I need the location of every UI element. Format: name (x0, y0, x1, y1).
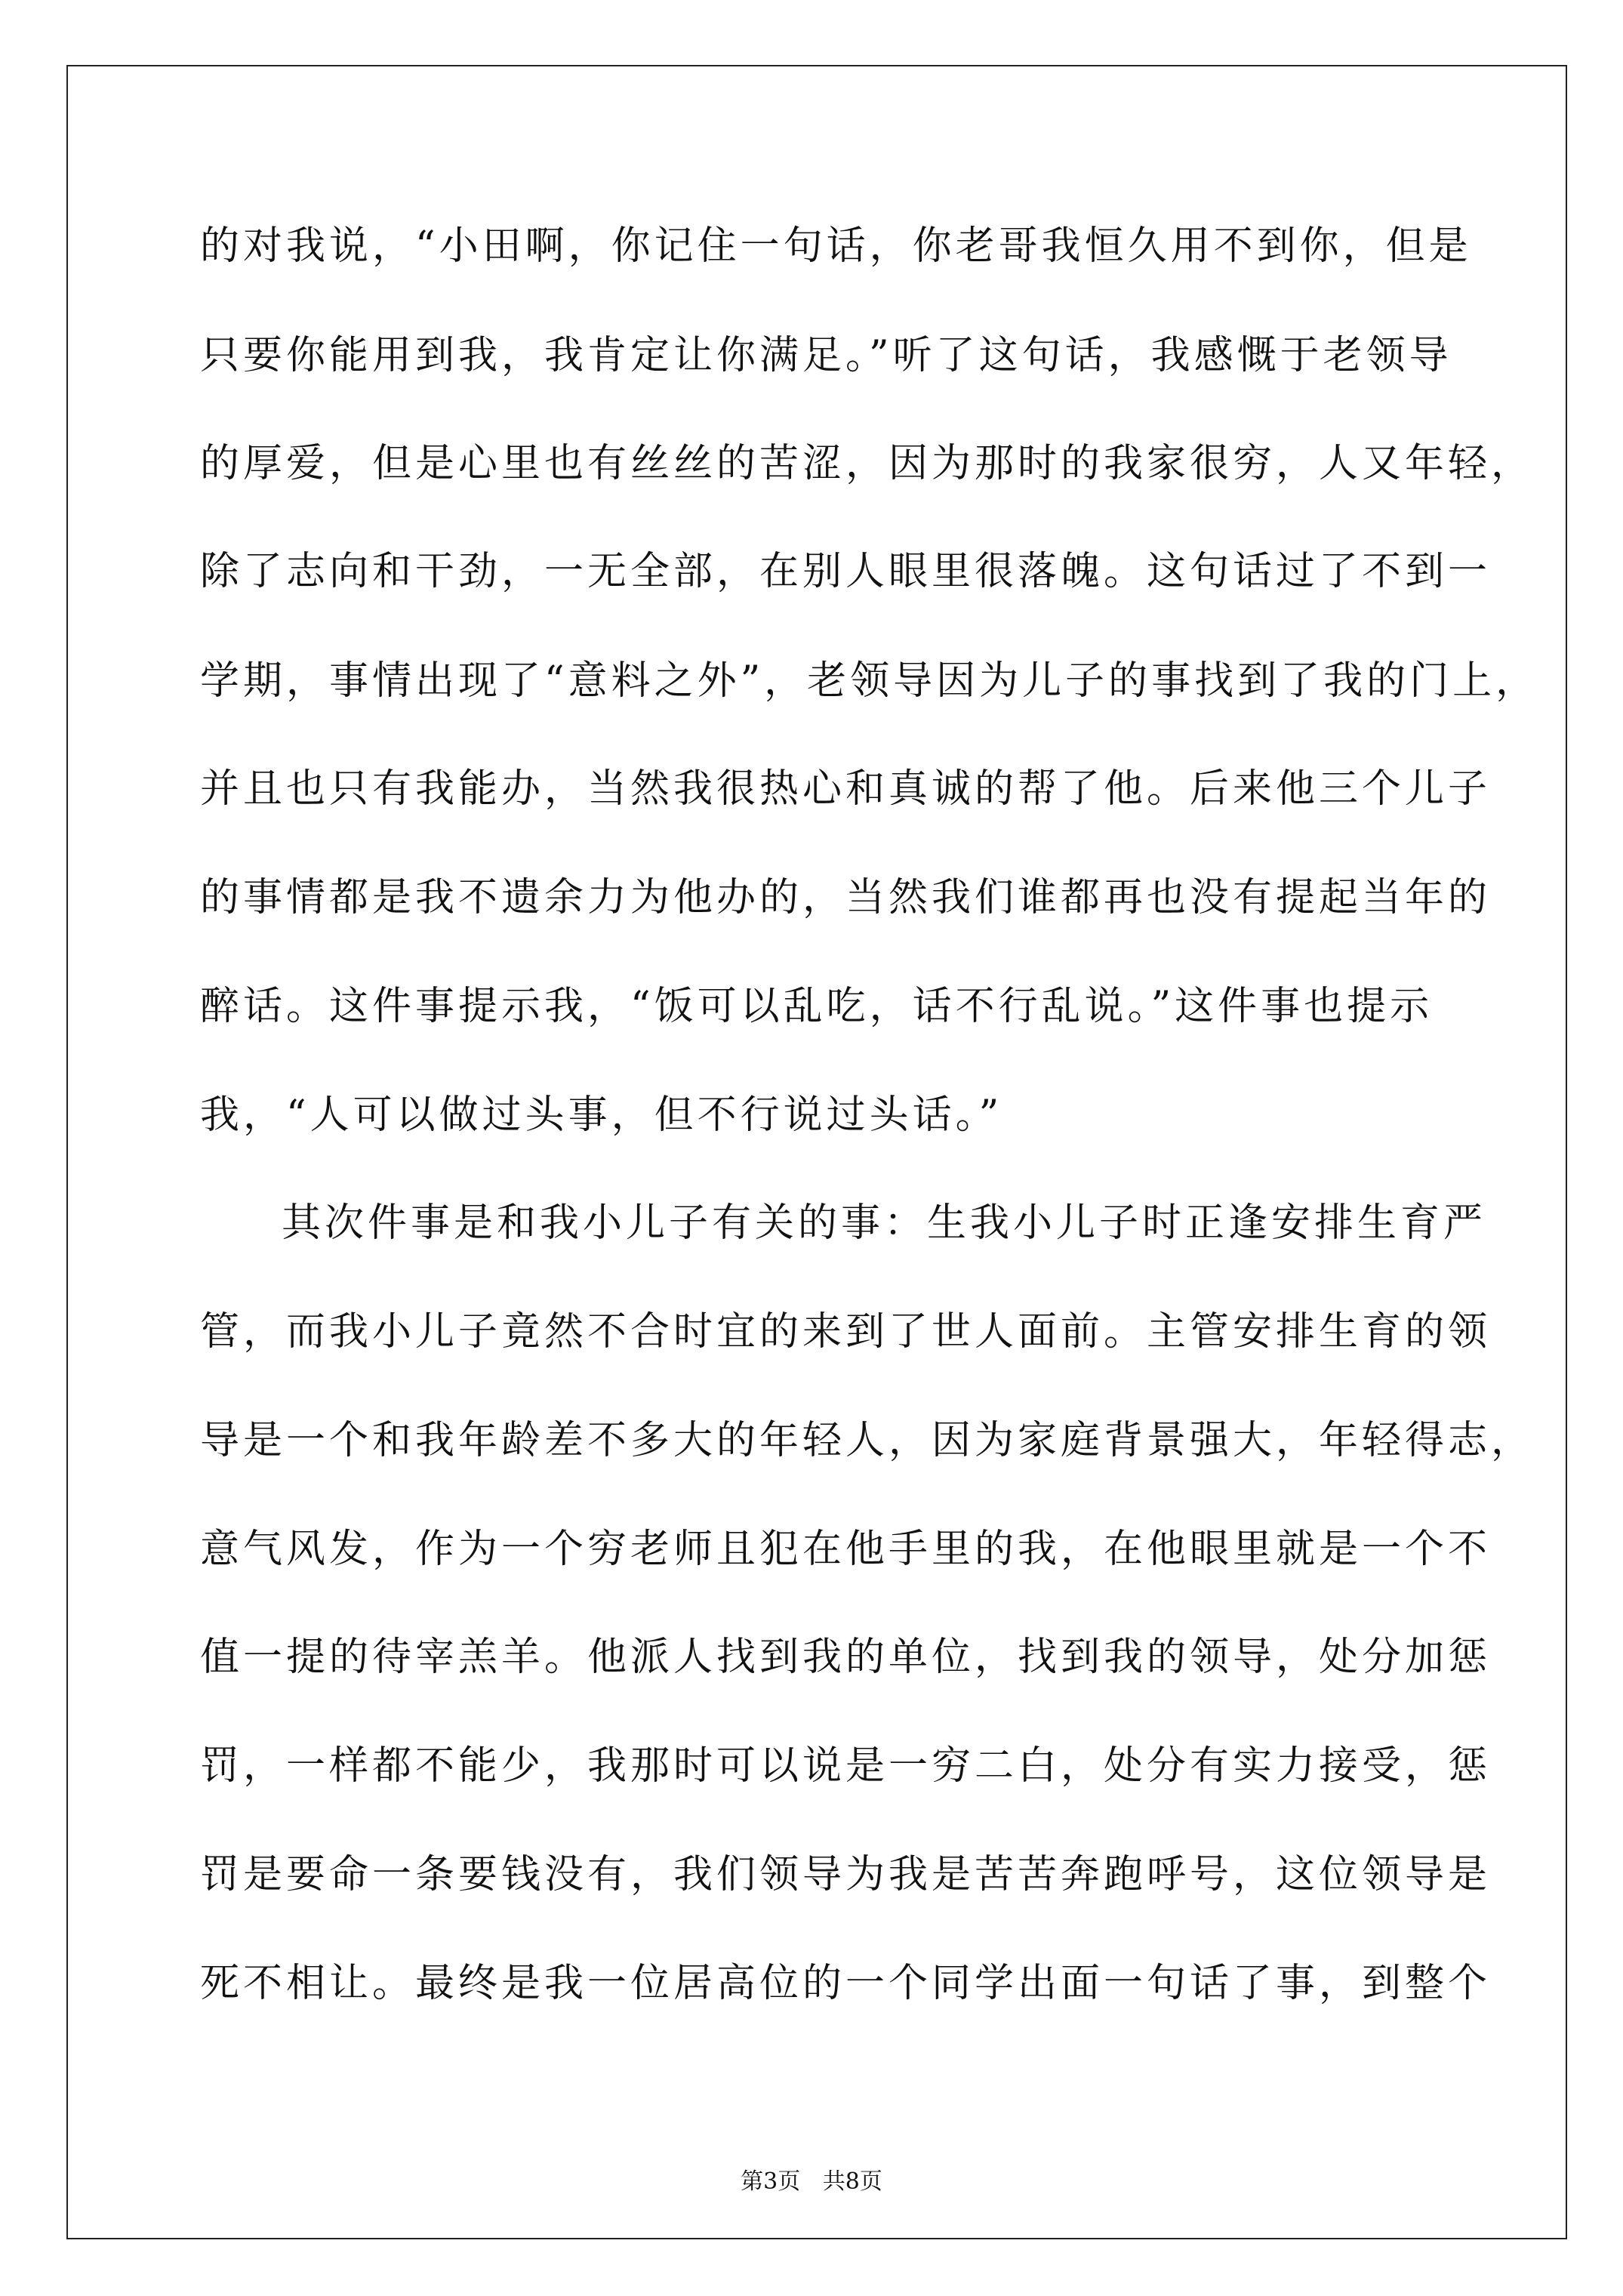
text-line: 我，“人可以做过头事，但不行说过头话。” (200, 1093, 1003, 1138)
text-line: 除了志向和干劲，一无全部，在别人眼里很落魄。这句话过了不到一 (200, 549, 1492, 594)
text-line: 的厚爱，但是心里也有丝丝的苦涩，因为那时的我家很穷，人又年轻， (200, 441, 1535, 486)
text-line: 罚，一样都不能少，我那时可以说是一穷二白，处分有实力接受，惩 (200, 1743, 1492, 1789)
text-line: 值一提的待宰羔羊。他派人找到我的单位，找到我的领导，处分加惩 (200, 1635, 1492, 1680)
text-line: 罚是要命一条要钱没有，我们领导为我是苦苦奔跑呼号，这位领导是 (200, 1852, 1492, 1897)
text-line: 意气风发，作为一个穷老师且犯在他手里的我，在他眼里就是一个不 (200, 1527, 1492, 1572)
page-footer (0, 2167, 1623, 2197)
text-line: 死不相让。最终是我一位居高位的一个同学出面一句话了事，到整个 (200, 1961, 1492, 2006)
text-line: 只要你能用到我，我肯定让你满足。”听了这句话，我感慨于老领导 (200, 333, 1452, 378)
page-number: 第3页 (741, 2168, 801, 2195)
text-line: 的事情都是我不遗余力为他办的，当然我们谁都再也没有提起当年的 (200, 875, 1492, 920)
text-line: 的对我说，“小田啊，你记住一句话，你老哥我恒久用不到你，但是 (200, 223, 1472, 269)
text-line: 并且也只有我能办，当然我很热心和真诚的帮了他。后来他三个儿子 (200, 766, 1492, 812)
text-line: 学期，事情出现了“意料之外”，老领导因为儿子的事找到了我的门上， (200, 658, 1539, 704)
text-line: 管，而我小儿子竟然不合时宜的来到了世人面前。主管安排生育的领 (200, 1309, 1492, 1354)
page-border (66, 65, 1567, 2239)
text-line: 导是一个和我年龄差不多大的年轻人，因为家庭背景强大，年轻得志， (200, 1418, 1535, 1463)
page-total: 共8页 (822, 2168, 882, 2195)
paragraph-first-line: 其次件事是和我小儿子有关的事：生我小儿子时正逢安排生育严 (282, 1200, 1487, 1246)
text-line: 醉话。这件事提示我，“饭可以乱吃，话不行乱说。”这件事也提示 (200, 984, 1434, 1029)
